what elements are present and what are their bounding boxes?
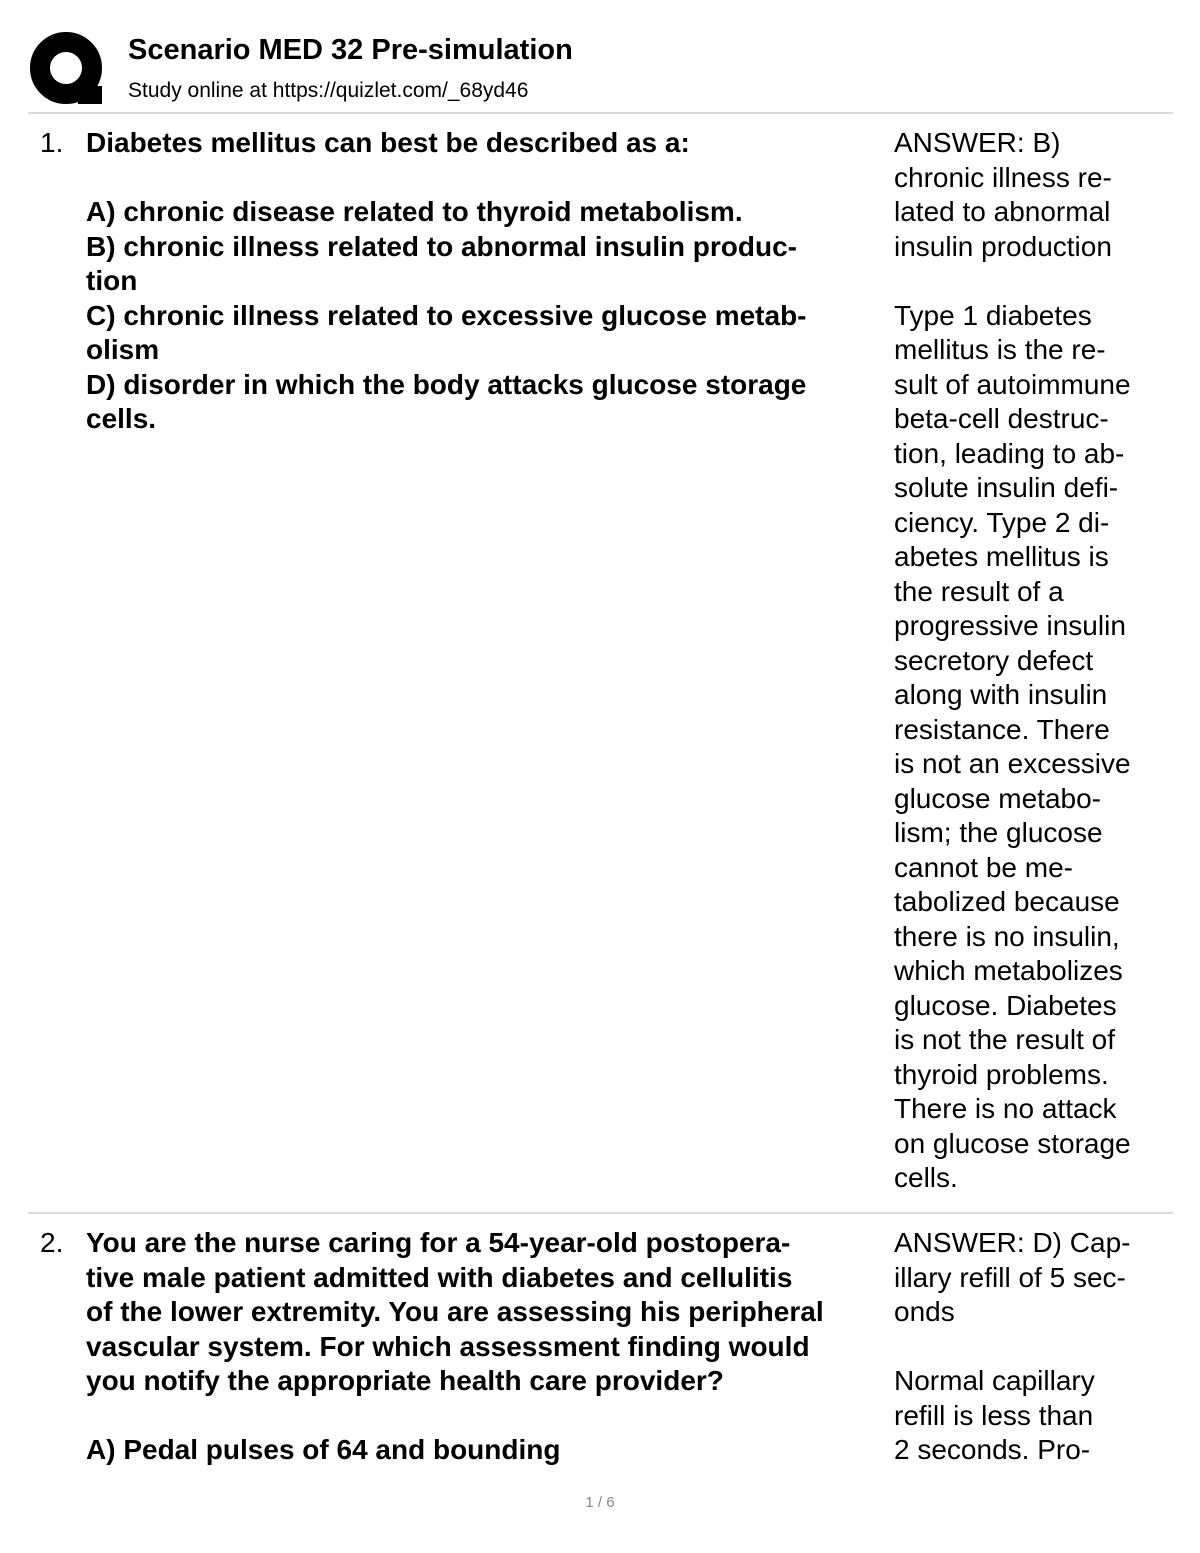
page-number: 1 / 6: [585, 1494, 615, 1511]
header-divider: [28, 112, 1173, 114]
question-card-1: [28, 126, 1173, 1196]
question-number: 1.: [40, 127, 64, 158]
question-text: Diabetes mellitus can best be described as a: A) chronic disease related to thyroid metabolism. B) chronic illness related to abnormal insulin produc- tion C) chronic illness related to excessive glucose metab- olism D) disorder in which the body attacks glucose storage cells.: [86, 127, 807, 434]
question-divider: [28, 1212, 1173, 1214]
answer-text: ANSWER: B) chronic illness re- lated to abnormal insulin production Type 1 diabetes mellitus is the re- sult of autoimmune beta-cell destruc- tion, leading to ab- solute insulin defi- ciency. Type 2 di- abetes mellitus is the result of a progressive insulin secretory defect along with insulin resistance. There is not an excessive glucose metabo- lism; the glucose cannot be me- tabolized because there is no insulin, which metabolizes glucose. Diabetes is not the result of thyroid problems. There is no attack on glucose storage cells.: [894, 127, 1131, 1193]
question-number: 2.: [40, 1227, 64, 1258]
question-text: You are the nurse caring for a 54-year-old postopera- tive male patient admitted with diabetes and cellulitis of the lower extremity. You are assessing his peripheral vascular system. For which assessment finding would you notify the appropriate health care provider? A) Pedal pulses of 64 and bounding: [86, 1227, 824, 1465]
answer-text: ANSWER: D) Cap- illary refill of 5 sec- onds Normal capillary refill is less than 2 seconds. Pro-: [894, 1227, 1131, 1465]
study-online-link[interactable]: Study online at https://quizlet.com/_68yd46: [128, 79, 529, 102]
quizlet-logo-icon: [30, 32, 106, 108]
document-header: [28, 28, 1173, 114]
document-title: Scenario MED 32 Pre-simulation: [128, 34, 573, 66]
question-card-2: [28, 1226, 1173, 1471]
